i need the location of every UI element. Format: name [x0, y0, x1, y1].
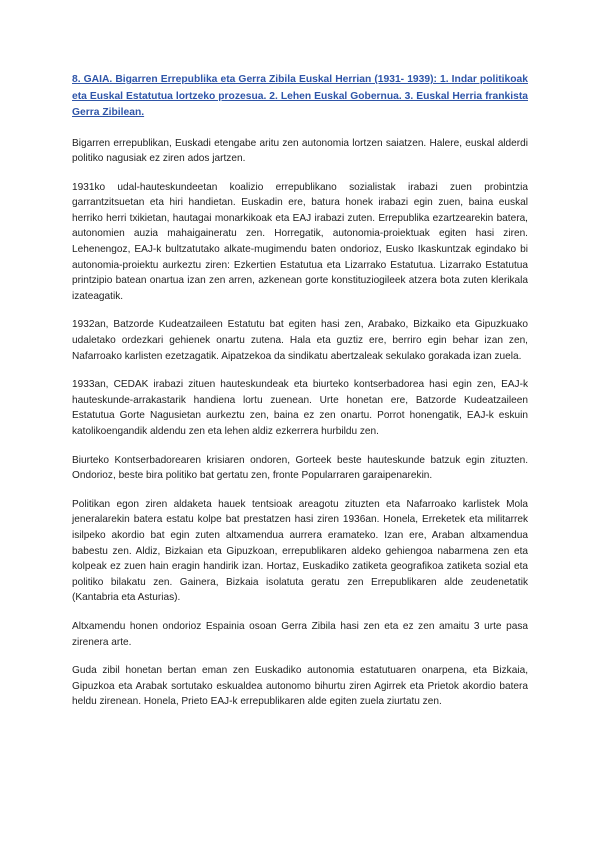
- paragraph-1933: 1933an, CEDAK irabazi zituen hauteskundeak eta biurteko kontserbadorea hasi egin zen, EAJ-k hauteskunde-arrakastarik handiena lortu zuenean. Urte honetan ere, Batzorde Kudeatzaileen Estatutua Gorte Nagusietan aurkeztu zen, baina ez zen onartu. Porrot honengatik, EAJ-k eskuin katolikoengandik aldendu zen eta lehen aldiz ezkerrera hurbildu zen.: [72, 379, 528, 437]
- document-page: [72, 72, 528, 723]
- paragraph-intro: Bigarren errepublikan, Euskadi etengabe aritu zen autonomia lortzen saiatzen. Halere, euskal alderdi politiko nagusiak ez ziren ados jartzen.: [72, 137, 528, 165]
- paragraph-altxamendu: Altxamendu honen ondorioz Espainia osoan Gerra Zibila hasi zen eta ez zen amaitu 3 urte pasa zirenera arte.: [72, 620, 528, 648]
- paragraph-politikan: Politikan egon ziren aldaketa hauek tentsioak areagotu zituzten eta Nafarroako karlistek Mola jeneralarekin batera estatu kolpe bat prestatzen hasi ziren 1936an. Honela, Erreketek eta militarrek isilpeko akordio bat egin zuten altxamendua aurrera eramateko. Izan ere, Araban altxamendua babestu zen. Aldiz, Bizkaian eta Gipuzkoan, errepublikaren aldeko gehiengoa nabarmena zen eta kolpeak ez zuen hain eragin handirik izan. Hortaz, Euskadiko zatiketa geografikoa zatiketa sozial eta politiko bilakatu zen. Gainera, Bizkaia isolatuta geratu zen Errepublikaren alde zeudenetatik (Kantabria eta Asturias).: [72, 498, 528, 604]
- paragraph-biurteko: Biurteko Kontserbadorearen krisiaren ondoren, Gorteek beste hauteskunde batzuk egin zituzten. Ondorioz, beste bira politiko bat gertatu zen, fronte Popularraren garaipenarekin.: [72, 454, 528, 482]
- paragraph-1932: 1932an, Batzorde Kudeatzaileen Estatutu bat egiten hasi zen, Arabako, Bizkaiko eta Gipuzkuako udaletako ordezkari gehienek onartu zutena. Hala eta guztiz ere, berriro egin behar izan zen, Nafarroako karlisten ezetzagatik. Aipatzekoa da sindikatu abertzaleak sekulako gorakada izan zuela.: [72, 319, 528, 362]
- document-title[interactable]: 8. GAIA. Bigarren Errepublika eta Gerra Zibila Euskal Herrian (1931- 1939): 1. Indar politikoak eta Euskal Estatutua lortzeko prozesua. 2. Lehen Euskal Gobernua. 3. Euskal Herria frankista Gerra Zibilean.: [72, 74, 528, 118]
- paragraph-guda-zibil: Guda zibil honetan bertan eman zen Euskadiko autonomia estatutuaren onarpena, eta Bizkaia, Gipuzkoa eta Arabak sortutako eskualdea autonomo bihurtu ziren Agirrek eta Prietok akordio batera heldu zirenean. Honela, Prieto EAJ-k errepublikaren alde egiten zuela ziurtatu zen.: [72, 665, 528, 708]
- paragraph-1931: 1931ko udal-hauteskundeetan koalizio errepublikano sozialistak irabazi zuen probintzia garrantzitsuetan eta hiri handietan. Euskadin ere, batura honek irabazi egin zuen, baina euskal herriko herri txikietan, hautagai monarkikoak eta EAJ irabazi zuten. Errepublika ezartzearekin batera, autonomien auzia mahaigaineratu zen. Horregatik, autonomia-proiektuak egiten hasi ziren. Lehenengoz, EAJ-k bultzatutako alkate-mugimendu baten ondorioz, Eusko Ikaskuntzak egindako bi autonomia-proiektu aurkeztu ziren: Ezkertien Estatutua eta Lizarrako Estatutua. Lizarrako Estatutua printzipio batean onartua izan zen arren, azkenean gorte konstituziogileek atzera bota zuten klerikala izateagatik.: [72, 181, 528, 302]
